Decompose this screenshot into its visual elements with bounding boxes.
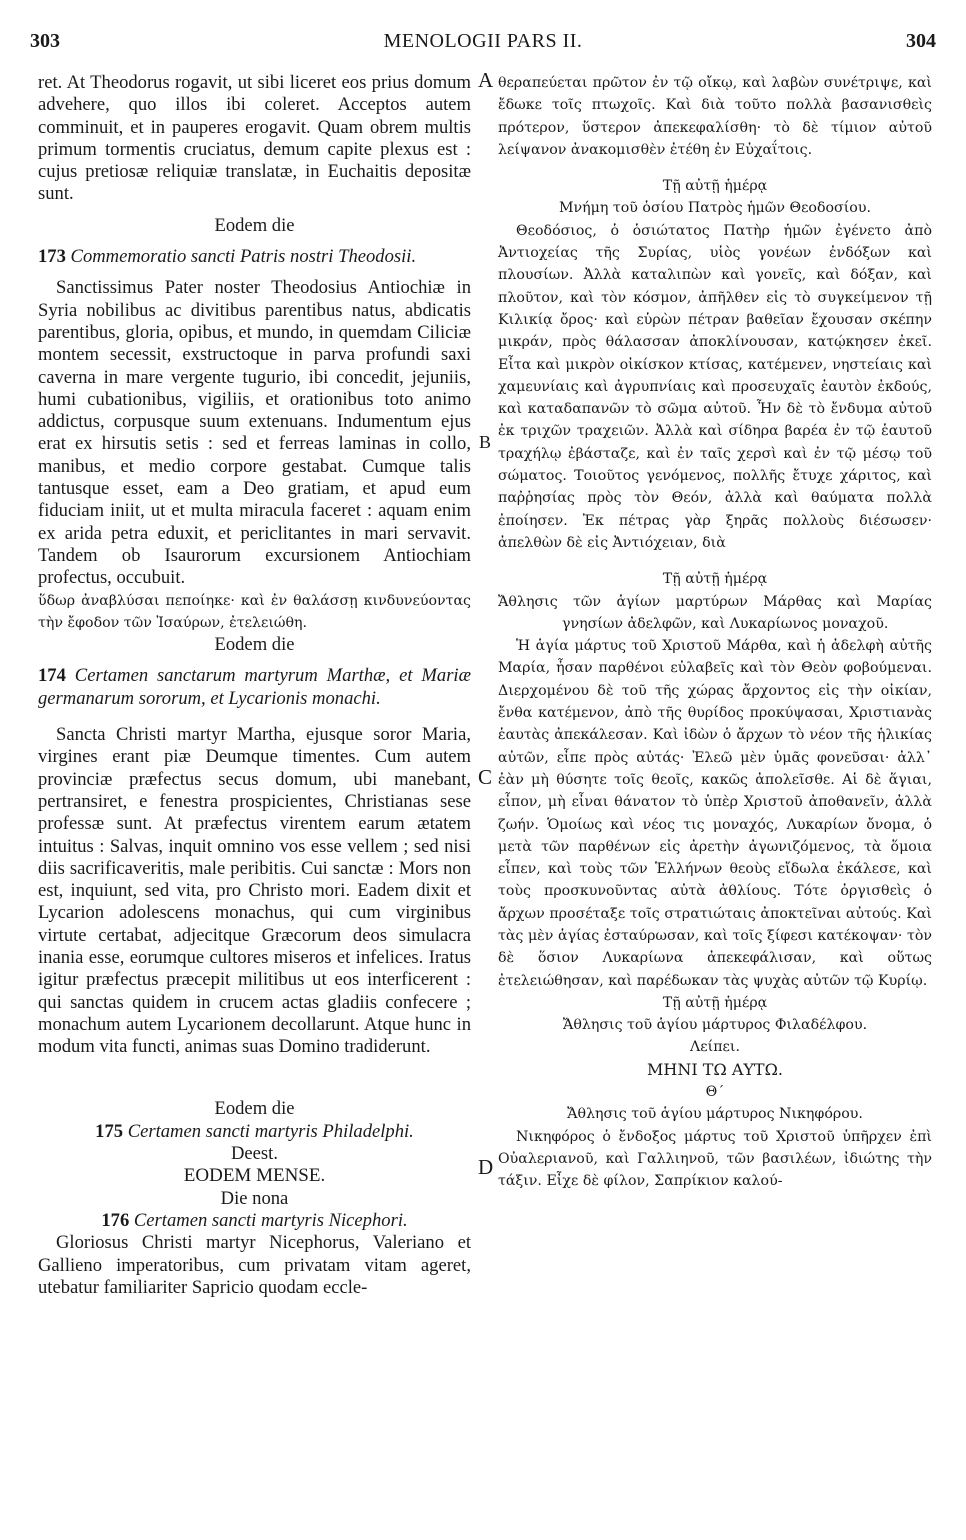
greek-month-heading: ΜΗΝΙ ΤΩ ΑΥΤΩ. xyxy=(647,1059,783,1079)
latin-173-greek-overflow: ὕδωρ ἀναβλύσαι πεποίηκε· καὶ ἐν θαλάσσῃ κινδυνεύοντας τὴν ἔφοδον τῶν Ἰσαύρων, ἐτελειώθη. xyxy=(38,592,471,631)
running-head xyxy=(30,30,936,60)
latin-173-heading xyxy=(38,246,471,268)
greek-175-day: Τῇ αὐτῇ ἡμέρᾳ xyxy=(662,994,768,1011)
latin-174-title: Certamen sanctarum martyrum Marthæ, et Mariæ germanarum sororum, et Lycarionis monachi. xyxy=(38,665,471,709)
latin-175-title: Certamen sancti martyris Philadelphi. xyxy=(127,1120,414,1142)
greek-intro: θεραπεύεται πρῶτον ἐν τῷ οἴκῳ, καὶ λαβὼν συνέτριψε, καὶ ἔδωκε τοῖς πτωχοῖς. Καὶ διὰ τοῦτο πολλὰ βασανισθεὶς πρότερον, ὕστερον ἀπεκεφαλίσθη· τὸ δὲ τίμιον αὐτοῦ λείψανον ἀνακομισθὲν ἐτέθη ἐν Εὐχαΐτοις. xyxy=(498,75,932,158)
latin-175-note: Deest. xyxy=(231,1143,278,1165)
latin-176-day: Die nona xyxy=(220,1187,289,1209)
page-number-right: 304 xyxy=(906,30,936,52)
latin-month-heading: EODEM MENSE. xyxy=(183,1165,326,1187)
greek-176-title: Ἄθλησις τοῦ ἁγίου μάρτυρος Νικηφόρου. xyxy=(567,1106,863,1123)
latin-174-day: Eodem die xyxy=(214,634,295,656)
latin-176-text: Gloriosus Christi martyr Nicephorus, Valeriano et Gallieno imperatoribus, cum privatam vitam ageret, utebatur familiariter Sapricio quodam eccle- xyxy=(38,1232,471,1298)
greek-173-text: Θεοδόσιος, ὁ ὁσιώτατος Πατὴρ ἡμῶν ἐγένετο ἀπὸ Ἀντιοχείας τῆς Συρίας, υἱὸς γονέων ἐνδόξων καὶ πλουσίων. Ἀλλὰ καταλιπὼν καὶ γονεῖς, καὶ δόξαν, καὶ πλοῦτον, καὶ τὸν κόσμον, ἀπῆλθεν εἰς τὸ συγκείμενον τῇ Κιλικίᾳ ὄρος· καὶ εὑρὼν πέτραν βαθεῖαν ἔχουσαν σκέπην μικράν, πρὸς θάλασσαν ἀποκλίνουσαν, κατῴκησεν ἐκεῖ. Εἶτα καὶ μικρὸν οἰκίσκον κτίσας, κατέμενεν, νηστείαις καὶ χαμευνίαις καὶ ἀγρυπνίαις καὶ προσευχαῖς ἑαυτὸν ἐκδούς, καὶ καταδαπανῶν τὸ σῶμα αὐτοῦ. Ἦν δὲ τὸ ἔνδυμα αὐτοῦ ἐκ τριχῶν τραχειῶν. Ἀλλὰ καὶ σίδηρα βαρέα ἐν τῷ ἑαυτοῦ τραχήλῳ ἐβάσταζε, καὶ ἐν ταῖς χερσὶ καὶ ἐν τῷ μέσῳ τοῦ σώματος. Τοιοῦτος γενόμενος, πολλῆς ἔτυχε χάριτος, καὶ παῤῥησίας πρὸς τὸν Θεόν, ἀλλὰ καὶ θαύματα πολλὰ ἐποίησεν. Ἐκ πέτρας γὰρ ξηρᾶς πολλοὺς διέσωσεν· ἀπελθὼν δὲ εἰς Ἀντιόχειαν, διὰ xyxy=(498,222,932,551)
greek-176-text: Νικηφόρος ὁ ἔνδοξος μάρτυς τοῦ Χριστοῦ ὑπῆρχεν ἐπὶ Οὐαλεριανοῦ, καὶ Γαλλιηνοῦ, τῶν βασιλέων, ἰδιώτης τὴν τάξιν. Εἶχε δὲ φίλον, Σαπρίκιον καλού- xyxy=(498,1128,932,1190)
latin-176-title: Certamen sancti martyris Nicephori. xyxy=(133,1209,408,1231)
greek-175-title: Ἄθλησις τοῦ ἁγίου μάρτυρος Φιλαδέλφου. xyxy=(562,1017,868,1034)
greek-174-text: Ἡ ἁγία μάρτυς τοῦ Χριστοῦ Μάρθα, καὶ ἡ ἀδελφὴ αὐτῆς Μαρία, ἦσαν παρθένοι εὐλαβεῖς καὶ τὸν Θεὸν φοβούμεναι. Διερχομένου δὲ τοῦ τῆς χώρας ἄρχοντος εἰς τὴν οἰκίαν, ἔνθα κατέμενον, ἀπὸ τῆς θυρίδος προκύψασαι, Χριστιανὰς ἑαυτὰς ἀπεκάλεσαν. Καὶ ἰδὼν ὁ ἄρχων τὸ νέον τῆς ἡλικίας αὐτῶν, εἶπε πρὸς αὐτάς· Ἐλεῶ μὲν ὑμᾶς φονεῦσαι· ἀλλ᾽ ἐὰν μὴ θύσητε τοῖς θεοῖς, κακῶς ἀπολεῖσθε. Αἱ δὲ ἅγιαι, εἶπον, μὴ εἶναι θάνατον τὸ ὑπὲρ Χριστοῦ ἀποθανεῖν, ἀλλὰ ζωήν. Ὁμοίως καὶ νέος τις μοναχός, Λυκαρίων ὄνομα, ὁ μετὰ τῶν παρθένων εἰς ἀρετὴν ἀγωνιζόμενος, τὰ ὅμοια εἶπεν, καὶ τοὺς τῶν Ἑλλήνων θεοὺς εἴδωλα ἐκάλεσε, καὶ τοὺς προσκυνοῦντας αὐτὰ ἀθλίους. Τότε ὀργισθεὶς ὁ ἄρχων προσέταξε τοῖς στρατιώταις ἀποκτεῖναι αὐτούς. Καὶ τὰς μὲν ἁγίας ἐσταύρωσαν, καὶ τοῖς ξίφεσι κατέκοψαν· τὸν δὲ ὅσιον Λυκαρίωνα ἀπεκεφάλισαν, καὶ οὕτως ἐτελειώθησαν, καὶ παρέδωκαν τὰς ψυχὰς αὐτῶν τῷ Κυρίῳ. xyxy=(498,638,932,989)
latin-173-number: 173 xyxy=(38,246,66,268)
running-title: MENOLOGII PARS II. xyxy=(383,30,583,52)
margin-letter-c: C xyxy=(478,765,493,789)
greek-column xyxy=(498,72,932,1193)
latin-174-number: 174 xyxy=(38,665,66,687)
latin-175-heading xyxy=(38,1121,471,1143)
margin-letter-d: D xyxy=(478,1155,494,1179)
margin-letter-a: A xyxy=(478,68,494,92)
greek-174-day: Τῇ αὐτῇ ἡμέρᾳ xyxy=(662,571,768,588)
greek-176-day-numeral: Θ΄ xyxy=(705,1084,725,1101)
latin-176-heading xyxy=(38,1210,471,1232)
latin-176-number: 176 xyxy=(101,1209,130,1231)
page-number-left: 303 xyxy=(30,30,60,52)
latin-173-day: Eodem die xyxy=(214,214,295,236)
latin-173-text: Sanctissimus Pater noster Theodosius Antiochiæ in Syria nobilibus ac divitibus parentibus natus, abdicatis parentibus, gloria, opibus, et mundo, in quemdam Ciliciæ montem secessit, exstructoque in parva profundi saxi caverna in mare vergente tugurio, ibi concedit, jejuniis, humi cubationibus, vigiliis, et orationibus toto animo addictus, corpusque suum extenuans. Indumentum ejus erat ex hirsutis setis : sed et ferreas laminas in collo, manibus, et medio corpore gestabat. Cumque talis tantusque esset, eam a Deo gratiam, et apud eum fiduciam iniit, ut et multa miracula faceret : aquam enim ex arida petra eduxit, et periclitantes in mari servavit. Tandem ob Isaurorum excursionem Antiochiam profectus, occubuit. xyxy=(38,277,471,589)
greek-173-day: Τῇ αὐτῇ ἡμέρᾳ xyxy=(662,178,768,195)
latin-174-heading xyxy=(38,665,471,710)
latin-174-text: Sancta Christi martyr Martha, ejusque soror Maria, virgines erant piæ Deumque timentes. Cum autem provinciæ præfectus secus domum, ubi manebant, pertransiret, e fenestra prospicientes, Christianas sese professæ sunt. At præfectus virentem earum ætatem intuitus : Salvas, inquit omnino vos esse vellem ; sed nisi diis sacrificaveritis, male peribitis. Cui sanctæ : Mors non est, inquiunt, sed vita, pro Christo mori. Eadem dixit et Lycarion adolescens monachus, qui cum virginibus virtute certabat, adjecitque Græcorum deos simulacra inania esse, eorumque cultores miseros et infelices. Iratus igitur præfectus præcepit militibus ut eos interficerent : qui sanctas quidem in crucem actas gladiis confecere ; monachum autem Lycarionem decollarunt. Atque hunc in modum vita functi, animas suas Domino tradiderunt. xyxy=(38,724,471,1058)
latin-175-number: 175 xyxy=(95,1120,124,1142)
latin-column xyxy=(38,72,471,1299)
latin-173-title: Commemoratio sancti Patris nostri Theodosii. xyxy=(70,246,417,268)
greek-174-title: Ἄθλησις τῶν ἁγίων μαρτύρων Μάρθας καὶ Μαρίας γνησίων ἀδελφῶν, καὶ Λυκαρίωνος μοναχοῦ. xyxy=(498,593,932,632)
greek-175-note: Λείπει. xyxy=(690,1039,740,1056)
latin-175-day: Eodem die xyxy=(214,1098,295,1120)
latin-intro: ret. At Theodorus rogavit, ut sibi liceret eos prius domum advehere, quo illos ibi coleret. Acceptos autem comminuit, et in pauperes erogavit. Quam obrem multis primum tormentis cruciatus, demum capite plexus est : cujus pretiosæ reliquiæ translatæ, in Euchaitis depositæ sunt. xyxy=(38,72,471,205)
greek-173-title: Μνήμη τοῦ ὁσίου Πατρὸς ἡμῶν Θεοδοσίου. xyxy=(559,200,871,217)
margin-letter-b: B xyxy=(479,432,492,452)
